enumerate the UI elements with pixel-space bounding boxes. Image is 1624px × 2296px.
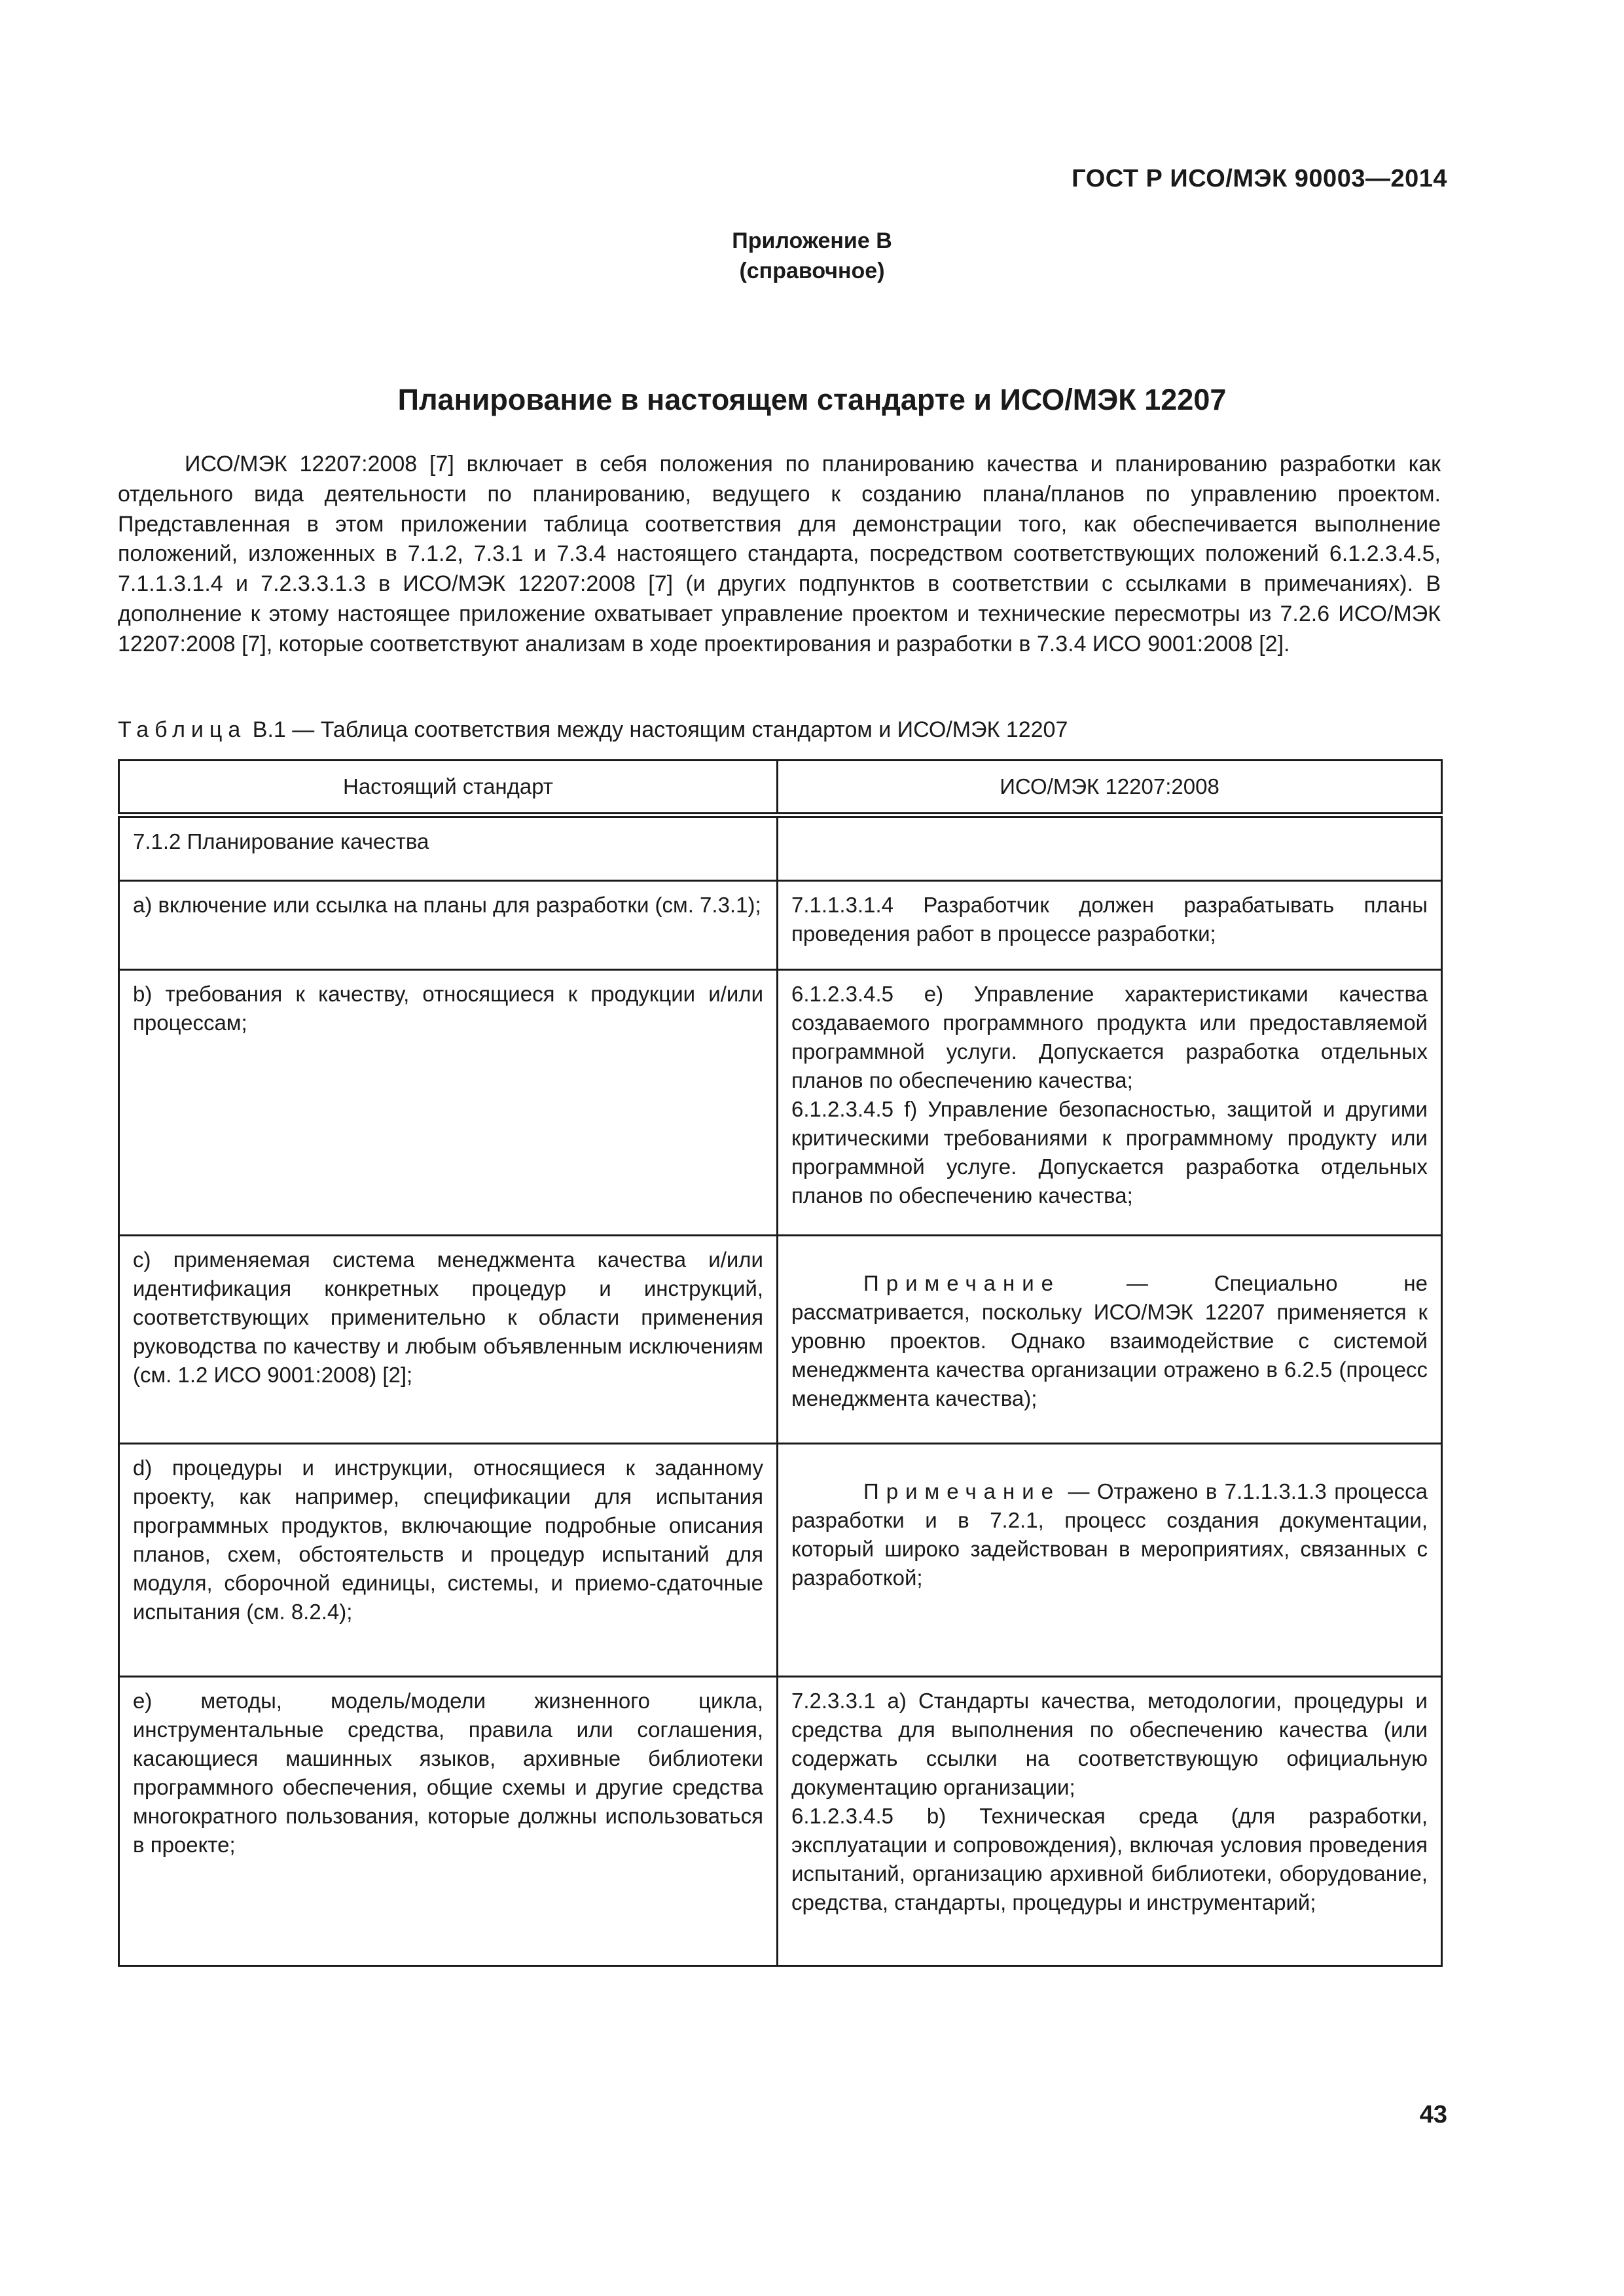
table-caption — [118, 717, 1068, 743]
correspondence-table — [118, 759, 1443, 1967]
table-cell-left: 7.1.2 Планирование качества — [119, 816, 778, 881]
table-row — [119, 881, 1442, 970]
table-cell-right — [778, 1677, 1442, 1966]
page-title: Планирование в настоящем стандарте и ИСО/МЭК 12207 — [397, 383, 1227, 416]
column-header-this-standard: Настоящий стандарт — [119, 761, 778, 816]
table-row — [119, 970, 1442, 1236]
table-cell-left: а) включение или ссылка на планы для разработки (см. 7.3.1); — [119, 881, 778, 970]
cell-paragraph: 6.1.2.3.4.5 f) Управление безопасностью, защитой и другими критическими требованиями к программному продукту или программной услуге. Допускается разработка отдельных планов по обеспечению качества; — [791, 1097, 1428, 1208]
cell-paragraph: 7.2.3.3.1 a) Стандарты качества, методологии, процедуры и средства для выполнения по обеспечению качества (или содержать ссылки на соответствующую официальную документацию организации; — [791, 1689, 1428, 1799]
table-row — [119, 1236, 1442, 1444]
table-cell-right: 7.1.1.3.1.4 Разработчик должен разрабатывать планы проведения работ в процессе разработки; — [778, 881, 1442, 970]
column-header-iso-12207: ИСО/МЭК 12207:2008 — [778, 761, 1442, 816]
table-cell-right — [778, 1444, 1442, 1677]
table-caption-label: Таблица — [118, 717, 247, 742]
table-caption-text: В.1 — Таблица соответствия между настоящим стандартом и ИСО/МЭК 12207 — [252, 717, 1068, 742]
table-cell-left: d) процедуры и инструкции, относящиеся к заданному проекту, как например, спецификации для испытания программных продуктов, включающие подробные описания планов, схем, обстоятельств и процедур испытаний для модуля, сборочной единицы, системы, и приемо-сдаточные испытания (см. 8.2.4); — [119, 1444, 778, 1677]
page-number: 43 — [1419, 2101, 1447, 2128]
table-row — [119, 1677, 1442, 1966]
appendix-heading — [0, 226, 1624, 286]
table-cell-right — [778, 1236, 1442, 1444]
table-cell-right — [778, 816, 1442, 881]
table-cell-right — [778, 970, 1442, 1236]
table-cell-left: b) требования к качеству, относящиеся к продукции и/или процессам; — [119, 970, 778, 1236]
table-cell-left: e) методы, модель/модели жизненного цикла, инструментальные средства, правила или соглашения, касающиеся машинных языков, архивные библиотеки программного обеспечения, общие схемы и другие средства многократного пользования, которые должны использоваться в проекте; — [119, 1677, 778, 1966]
intro-paragraph: ИСО/МЭК 12207:2008 [7] включает в себя положения по планированию качества и планированию разработки как отдельного вида деятельности по планированию, ведущего к созданию плана/планов по управлению проектом. Представленная в этом приложении таблица соответствия для демонстрации того, как обеспечивается выполнение положений, изложенных в 7.1.2, 7.3.1 и 7.3.4 настоящего стандарта, посредством соответствующих положений 6.1.2.3.4.5, 7.1.1.3.1.4 и 7.2.3.3.1.3 в ИСО/МЭК 12207:2008 [7] (и других подпунктов в соответствии с ссылками в примечаниях). В дополнение к этому настоящее приложение охватывает управление проектом и технические пересмотры из 7.2.6 ИСО/МЭК 12207:2008 [7], которые соответствуют анализам в ходе проектирования и разработки в 7.3.4 ИСО 9001:2008 [2]. — [118, 452, 1441, 656]
note-text: — Отражено в 7.1.1.3.1.3 процесса разработки и в 7.2.1, процесс создания документации, который широко задействован в мероприятиях, связанных с разработкой; — [791, 1479, 1428, 1590]
appendix-type: (справочное) — [739, 259, 885, 283]
note-text: — Специально не рассматривается, поскольку ИСО/МЭК 12207 применяется к уровню проектов. Однако взаимодействие с системой менеджмента качества организации отражено в 6.2.5 (процесс менеджмента качества); — [791, 1271, 1428, 1410]
cell-paragraph: 6.1.2.3.4.5 b) Техническая среда (для разработки, эксплуатации и сопровождения), включая условия проведения испытаний, организацию архивной библиотеки, оборудование, средства, стандарты, процедуры и инструментарий; — [791, 1804, 1428, 1914]
table-header-row — [119, 761, 1442, 816]
document-code: ГОСТ Р ИСО/МЭК 90003—2014 — [1072, 165, 1447, 192]
table-row — [119, 816, 1442, 881]
note-label: Примечание — [863, 1271, 1061, 1295]
note-label: Примечание — [863, 1479, 1061, 1503]
table-row — [119, 1444, 1442, 1677]
cell-paragraph: 6.1.2.3.4.5 e) Управление характеристиками качества создаваемого программного продукта или предоставляемой программной услуги. Допускается разработка отдельных планов по обеспечению качества; — [791, 982, 1428, 1092]
appendix-label: Приложение В — [732, 228, 892, 253]
table-cell-left: c) применяемая система менеджмента качества и/или идентификация конкретных процедур и инструкций, соответствующих применительно к области применения руководства по качеству и любым объявленным исключениям (см. 1.2 ИСО 9001:2008) [2]; — [119, 1236, 778, 1444]
